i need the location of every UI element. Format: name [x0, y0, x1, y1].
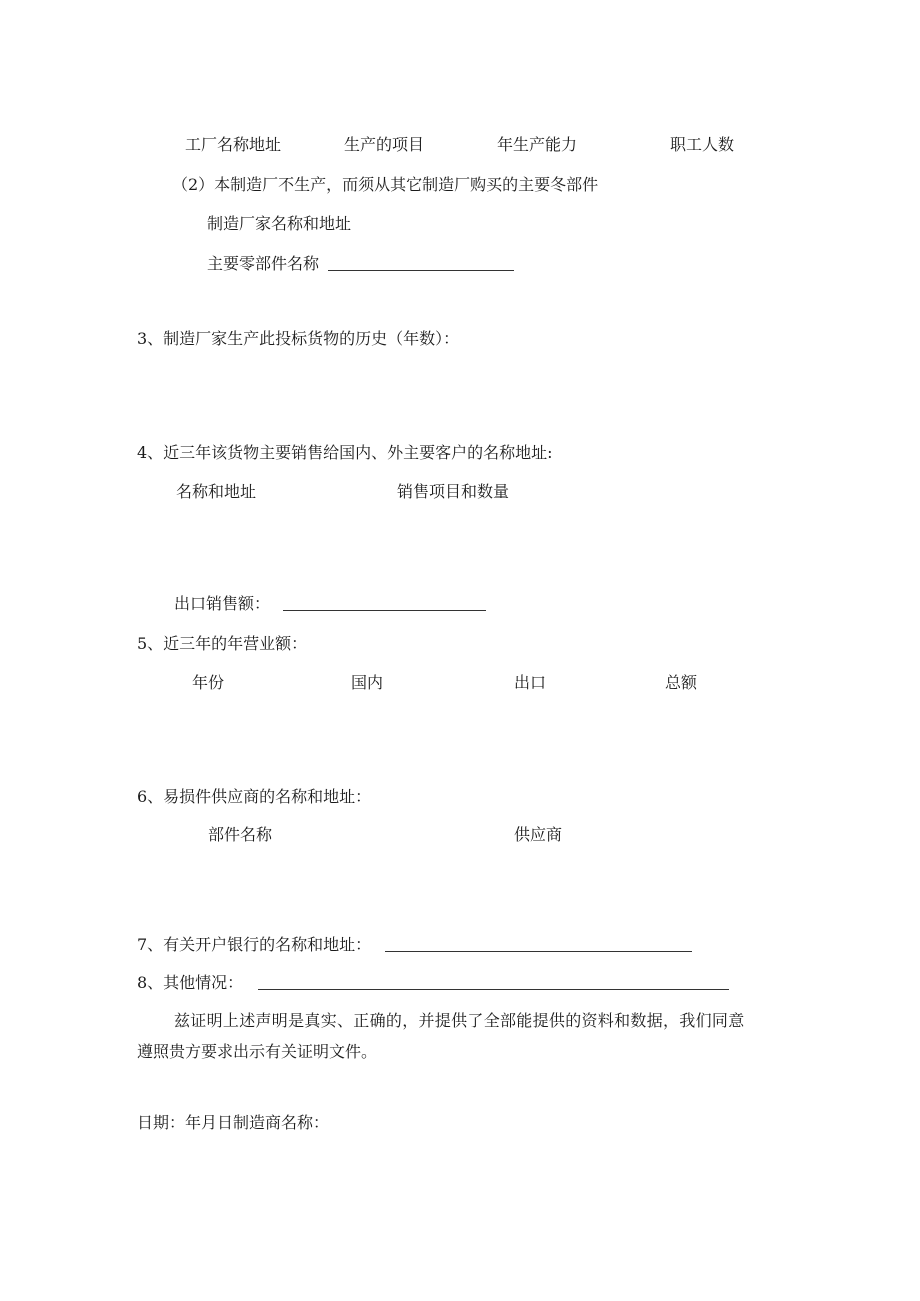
column-export: 出口	[514, 673, 547, 692]
column-part-name: 部件名称	[208, 825, 273, 844]
column-domestic: 国内	[351, 673, 384, 692]
column-annual-capacity: 年生产能力	[497, 135, 578, 154]
declaration-line-2: 遵照贵方要求出示有关证明文件。	[137, 1042, 378, 1061]
section-4-heading: 4、近三年该货物主要销售给国内、外主要客户的名称地址:	[137, 443, 553, 462]
column-customer-name-address: 名称和地址	[176, 482, 257, 501]
section-5-heading: 5、近三年的年营业额：	[137, 634, 308, 653]
column-year: 年份	[192, 673, 225, 692]
section-7-heading: 7、有关开户银行的名称和地址：	[137, 935, 372, 954]
section-8-heading: 8、其他情况：	[137, 973, 244, 992]
item-2-purchased-parts: （2）本制造厂不生产，而须从其它制造厂购买的主要冬部件	[172, 175, 599, 194]
export-sales-label: 出口销售额：	[174, 594, 271, 613]
column-supplier: 供应商	[514, 825, 563, 844]
section-3-heading: 3、制造厂家生产此投标货物的历史（年数）：	[137, 329, 460, 348]
column-employee-count: 职工人数	[670, 135, 735, 154]
date-manufacturer-line: 日期：年月日制造商名称：	[137, 1113, 330, 1132]
export-sales-blank[interactable]	[283, 610, 486, 611]
other-info-blank[interactable]	[258, 989, 729, 990]
section-6-heading: 6、易损件供应商的名称和地址：	[137, 787, 372, 806]
declaration-line-1: 兹证明上述声明是真实、正确的，并提供了全部能提供的资料和数据，我们同意	[174, 1011, 745, 1030]
column-sales-items-quantity: 销售项目和数量	[397, 482, 510, 501]
column-factory-name-address: 工厂名称地址	[185, 135, 282, 154]
column-total: 总额	[665, 673, 698, 692]
manufacturer-name-address-label: 制造厂家名称和地址	[207, 214, 352, 233]
bank-name-address-blank[interactable]	[385, 951, 692, 952]
column-production-items: 生产的项目	[344, 135, 425, 154]
main-parts-name-blank[interactable]	[328, 270, 514, 271]
main-parts-name-label: 主要零部件名称	[207, 254, 320, 273]
